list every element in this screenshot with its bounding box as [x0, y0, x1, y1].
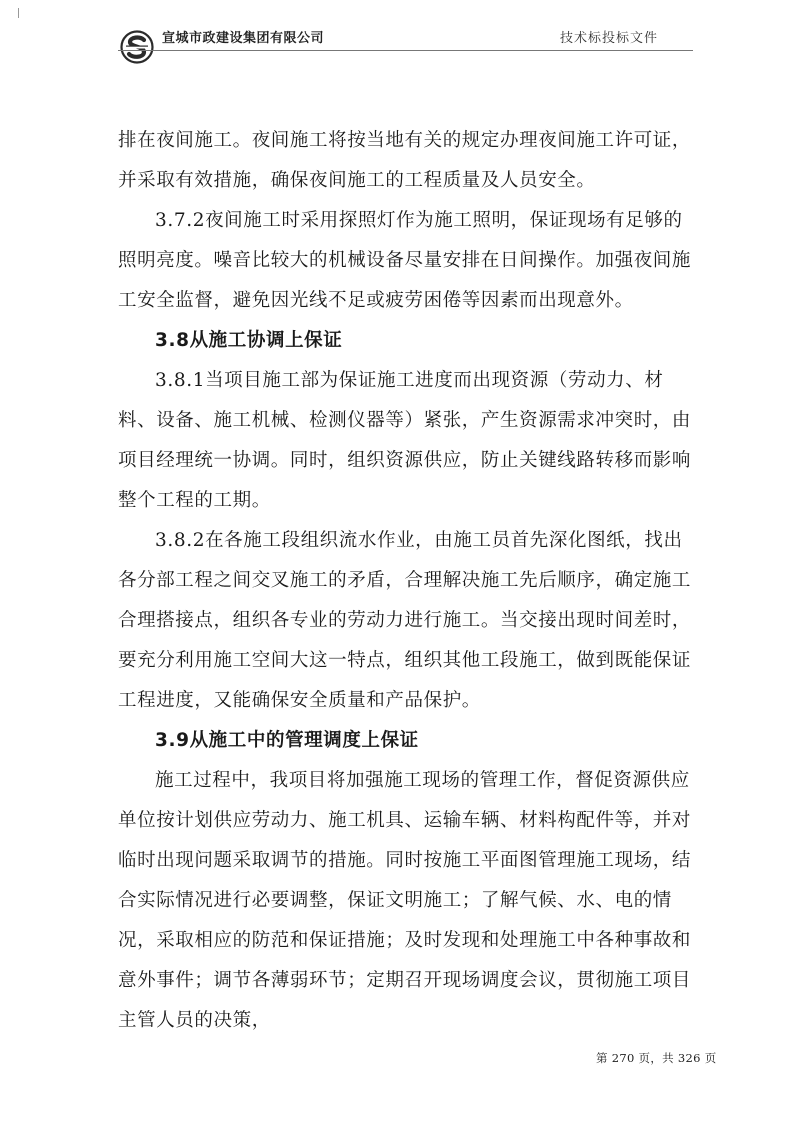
document-body [118, 121, 698, 1041]
page-header [0, 0, 793, 80]
paragraph: 3.8.1当项目施工部为保证施工进度而出现资源（劳动力、材料、设备、施工机械、检测仪器等）紧张，产生资源需求冲突时，由项目经理统一协调。同时，组织资源供应，防止关键线路转移而影响整个工程的工期。 [118, 370, 692, 511]
section-heading: 3.8从施工协调上保证 [155, 330, 343, 351]
paragraph: 3.8.2在各施工段组织流水作业，由施工员首先深化图纸，找出各分部工程之间交叉施工的矛盾，合理解决施工先后顺序，确定施工合理搭接点，组织各专业的劳动力进行施工。当交接出现时间差时，要充分利用施工空间大这一特点，组织其他工段施工，做到既能保证工程进度，又能确保安全质量和产品保护。 [118, 530, 692, 711]
page-number: 第 270 页，共 326 页 [596, 1051, 717, 1065]
paragraph: 3.7.2夜间施工时采用探照灯作为施工照明，保证现场有足够的照明亮度。噪音比较大的机械设备尽量安排在日间操作。加强夜间施工安全监督，避免因光线不足或疲劳困倦等因素而出现意外。 [118, 210, 692, 311]
company-name: 宣城市政建设集团有限公司 [162, 31, 325, 46]
paragraph: 排在夜间施工。夜间施工将按当地有关的规定办理夜间施工许可证，并采取有效措施，确保夜间施工的工程质量及人员安全。 [118, 130, 692, 191]
company-logo-icon [120, 30, 154, 64]
header-divider [118, 50, 693, 51]
section-heading: 3.9从施工中的管理调度上保证 [155, 730, 419, 751]
document-type: 技术标投标文件 [560, 31, 659, 46]
paragraph: 施工过程中，我项目将加强施工现场的管理工作，督促资源供应单位按计划供应劳动力、施工机具、运输车辆、材料构配件等，并对临时出现问题采取调节的措施。同时按施工平面图管理施工现场，结合实际情况进行必要调整，保证文明施工；了解气候、水、电的情况，采取相应的防范和保证措施；及时发现和处理施工中各种事故和意外事件；调节各薄弱环节；定期召开现场调度会议，贯彻施工项目主管人员的决策， [118, 770, 692, 1031]
